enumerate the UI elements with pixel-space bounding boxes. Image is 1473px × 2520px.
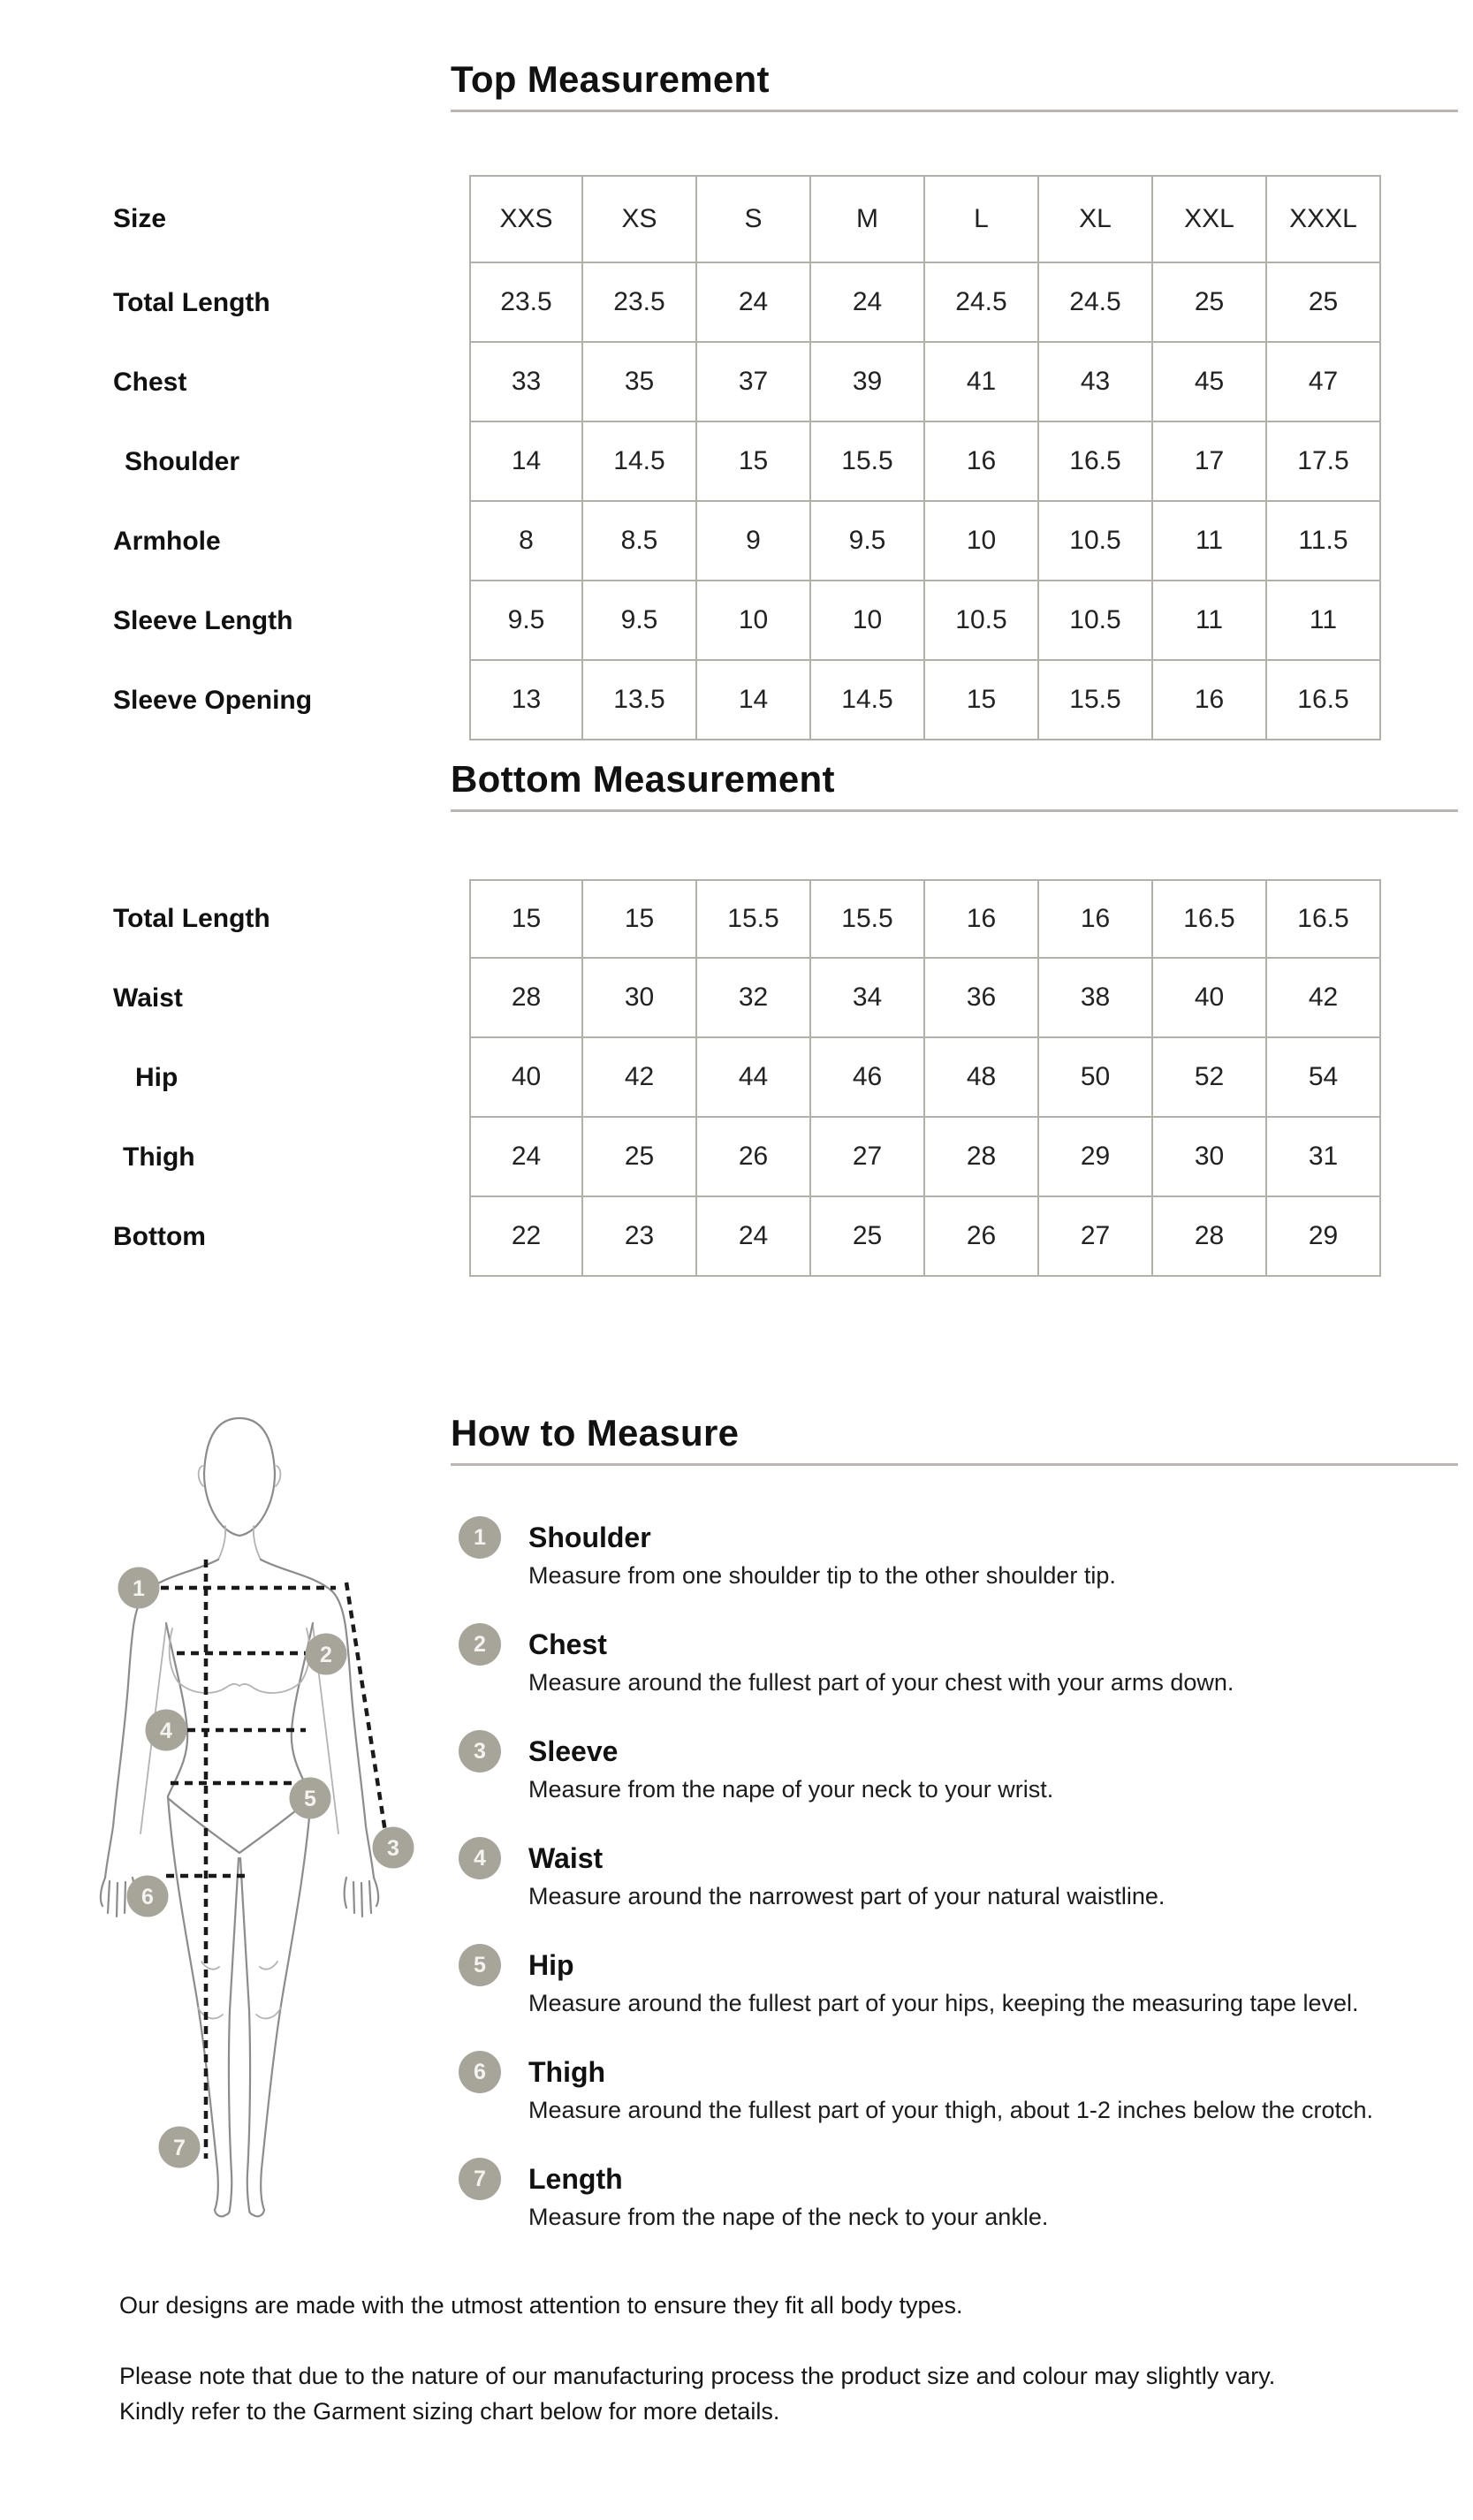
marker-4-num: 4 (160, 1719, 172, 1743)
bottom-row-3-value-6: 30 (1153, 1118, 1267, 1197)
size-col-xl: XL (1039, 175, 1153, 263)
bottom-row-1-value-3: 34 (811, 959, 925, 1038)
how-to-measure-title: How to Measure (451, 1412, 1458, 1466)
top-row-1-value-3: 39 (811, 343, 925, 422)
size-header-label: Size (113, 204, 167, 233)
top-row-1-value-5: 43 (1039, 343, 1153, 422)
top-row-2-label: Shoulder (125, 447, 240, 476)
marker-7-num: 7 (173, 2136, 186, 2160)
size-col-s: S (697, 175, 811, 263)
bottom-row-0-value-6: 16.5 (1153, 879, 1267, 959)
top-row-3-value-7: 11.5 (1267, 502, 1381, 581)
top-row-2-value-6: 17 (1153, 422, 1267, 502)
bottom-table-row-3 (113, 1118, 1381, 1197)
bottom-table-row-4 (113, 1197, 1381, 1277)
bottom-row-0-value-1: 15 (583, 879, 697, 959)
bottom-row-0-value-2: 15.5 (697, 879, 811, 959)
top-row-3-value-5: 10.5 (1039, 502, 1153, 581)
top-row-3-value-3: 9.5 (811, 502, 925, 581)
top-table-row-2 (113, 422, 1381, 502)
marker-1-num: 1 (133, 1576, 145, 1601)
top-row-0-value-5: 24.5 (1039, 263, 1153, 343)
step-2-description: Measure from the nape of your neck to your wrist. (528, 1776, 1054, 1803)
bottom-row-0-value-3: 15.5 (811, 879, 925, 959)
top-row-2-value-0: 14 (469, 422, 583, 502)
top-row-4-value-4: 10.5 (925, 581, 1039, 661)
measure-step-1 (459, 1623, 1422, 1730)
bottom-row-4-value-5: 27 (1039, 1197, 1153, 1277)
top-measurement-title: Top Measurement (451, 58, 1458, 112)
top-row-1-value-2: 37 (697, 343, 811, 422)
top-row-3-value-1: 8.5 (583, 502, 697, 581)
step-4-body (528, 1944, 1422, 2018)
top-row-2-value-5: 16.5 (1039, 422, 1153, 502)
step-3-body (528, 1837, 1422, 1911)
step-5-number-badge: 6 (459, 2051, 501, 2093)
bottom-table-row-1 (113, 959, 1381, 1038)
bottom-row-0-value-7: 16.5 (1267, 879, 1381, 959)
step-4-description: Measure around the fullest part of your hips, keeping the measuring tape level. (528, 1990, 1359, 2016)
top-row-0-value-4: 24.5 (925, 263, 1039, 343)
bottom-row-0-value-4: 16 (925, 879, 1039, 959)
top-row-5-label: Sleeve Opening (113, 686, 313, 715)
bottom-row-4-value-2: 24 (697, 1197, 811, 1277)
bottom-table-row-2 (113, 1038, 1381, 1118)
step-5-description: Measure around the fullest part of your thigh, about 1-2 inches below the crotch. (528, 2097, 1374, 2123)
bottom-measurement-table (113, 879, 1381, 1277)
top-row-0-value-6: 25 (1153, 263, 1267, 343)
top-row-4-value-5: 10.5 (1039, 581, 1153, 661)
step-2-title: Sleeve (528, 1735, 619, 1767)
step-5-title: Thigh (528, 2056, 606, 2088)
step-0-description: Measure from one shoulder tip to the other shoulder tip. (528, 1562, 1116, 1589)
bottom-row-2-value-0: 40 (469, 1038, 583, 1118)
step-0-number-badge: 1 (459, 1516, 501, 1559)
step-2-body (528, 1730, 1422, 1804)
bottom-row-3-value-7: 31 (1267, 1118, 1381, 1197)
bottom-row-3-value-3: 27 (811, 1118, 925, 1197)
top-row-2-value-2: 15 (697, 422, 811, 502)
measure-step-0 (459, 1516, 1422, 1623)
top-row-4-value-6: 11 (1153, 581, 1267, 661)
step-1-title: Chest (528, 1628, 607, 1660)
top-row-0-value-7: 25 (1267, 263, 1381, 343)
step-4-title: Hip (528, 1949, 574, 1981)
bottom-row-1-value-1: 30 (583, 959, 697, 1038)
note-refer-garment-chart: Kindly refer to the Garment sizing chart below for more details. (119, 2398, 780, 2425)
bottom-row-3-value-5: 29 (1039, 1118, 1153, 1197)
female-figure-outline (101, 1418, 378, 2216)
bottom-row-2-value-3: 46 (811, 1038, 925, 1118)
bottom-row-1-value-0: 28 (469, 959, 583, 1038)
top-row-5-value-1: 13.5 (583, 661, 697, 740)
top-row-5-value-5: 15.5 (1039, 661, 1153, 740)
size-header-row (113, 175, 1381, 263)
top-row-1-value-7: 47 (1267, 343, 1381, 422)
measure-step-4 (459, 1944, 1422, 2051)
top-row-3-value-2: 9 (697, 502, 811, 581)
top-table-row-4 (113, 581, 1381, 661)
top-row-4-label: Sleeve Length (113, 606, 293, 635)
top-table-row-1 (113, 343, 1381, 422)
step-6-title: Length (528, 2163, 623, 2195)
bottom-row-4-value-0: 22 (469, 1197, 583, 1277)
bottom-row-0-label: Total Length (113, 904, 270, 933)
top-row-4-value-3: 10 (811, 581, 925, 661)
bottom-row-1-value-4: 36 (925, 959, 1039, 1038)
step-3-title: Waist (528, 1842, 604, 1874)
bottom-table-row-0 (113, 879, 1381, 959)
top-row-1-value-1: 35 (583, 343, 697, 422)
top-table-row-5 (113, 661, 1381, 740)
bottom-measurement-title: Bottom Measurement (451, 758, 1458, 812)
bottom-row-3-value-2: 26 (697, 1118, 811, 1197)
marker-2-num: 2 (320, 1643, 332, 1667)
top-row-1-value-6: 45 (1153, 343, 1267, 422)
bottom-row-1-value-2: 32 (697, 959, 811, 1038)
bottom-row-3-label: Thigh (123, 1142, 195, 1172)
step-0-title: Shoulder (528, 1522, 651, 1553)
size-col-xxs: XXS (469, 175, 583, 263)
bottom-row-3-value-4: 28 (925, 1118, 1039, 1197)
top-row-5-value-4: 15 (925, 661, 1039, 740)
bottom-row-0-value-5: 16 (1039, 879, 1153, 959)
bottom-row-2-value-2: 44 (697, 1038, 811, 1118)
step-6-body (528, 2158, 1422, 2232)
step-1-body (528, 1623, 1422, 1697)
top-row-3-value-6: 11 (1153, 502, 1267, 581)
bottom-row-2-value-5: 50 (1039, 1038, 1153, 1118)
step-1-number-badge: 2 (459, 1623, 501, 1666)
bottom-row-3-value-0: 24 (469, 1118, 583, 1197)
top-row-0-value-3: 24 (811, 263, 925, 343)
how-to-measure-steps (459, 1516, 1422, 2265)
top-row-5-value-7: 16.5 (1267, 661, 1381, 740)
top-row-3-label: Armhole (113, 527, 221, 556)
step-1-description: Measure around the fullest part of your chest with your arms down. (528, 1669, 1234, 1696)
bottom-row-2-value-1: 42 (583, 1038, 697, 1118)
top-row-0-label: Total Length (113, 288, 270, 317)
measure-step-2 (459, 1730, 1422, 1837)
body-measurement-diagram (88, 1392, 442, 2218)
top-row-5-value-0: 13 (469, 661, 583, 740)
top-row-2-value-4: 16 (925, 422, 1039, 502)
size-col-xxl: XXL (1153, 175, 1267, 263)
bottom-row-3-value-1: 25 (583, 1118, 697, 1197)
top-row-4-value-0: 9.5 (469, 581, 583, 661)
bottom-row-4-value-4: 26 (925, 1197, 1039, 1277)
measure-step-5 (459, 2051, 1422, 2158)
size-col-m: M (811, 175, 925, 263)
size-col-xxxl: XXXL (1267, 175, 1381, 263)
bottom-row-4-label: Bottom (113, 1222, 206, 1251)
top-row-5-value-3: 14.5 (811, 661, 925, 740)
marker-3-num: 3 (387, 1836, 399, 1861)
bottom-row-2-value-6: 52 (1153, 1038, 1267, 1118)
step-3-description: Measure around the narrowest part of your natural waistline. (528, 1883, 1165, 1909)
top-row-0-value-0: 23.5 (469, 263, 583, 343)
top-row-4-value-2: 10 (697, 581, 811, 661)
step-6-number-badge: 7 (459, 2158, 501, 2200)
bottom-row-1-value-7: 42 (1267, 959, 1381, 1038)
step-5-body (528, 2051, 1422, 2125)
top-row-3-value-0: 8 (469, 502, 583, 581)
marker-6-num: 6 (141, 1885, 154, 1909)
top-row-4-value-7: 11 (1267, 581, 1381, 661)
step-2-number-badge: 3 (459, 1730, 501, 1772)
size-col-xs: XS (583, 175, 697, 263)
bottom-row-1-label: Waist (113, 983, 183, 1013)
bottom-row-2-value-4: 48 (925, 1038, 1039, 1118)
step-6-description: Measure from the nape of the neck to your ankle. (528, 2204, 1049, 2230)
top-row-0-value-2: 24 (697, 263, 811, 343)
top-row-4-value-1: 9.5 (583, 581, 697, 661)
top-row-2-value-1: 14.5 (583, 422, 697, 502)
measure-step-6 (459, 2158, 1422, 2265)
bottom-row-2-label: Hip (135, 1063, 178, 1092)
step-4-number-badge: 5 (459, 1944, 501, 1986)
step-0-body (528, 1516, 1422, 1590)
bottom-row-1-value-6: 40 (1153, 959, 1267, 1038)
bottom-row-4-value-6: 28 (1153, 1197, 1267, 1277)
top-row-2-value-7: 17.5 (1267, 422, 1381, 502)
top-row-3-value-4: 10 (925, 502, 1039, 581)
bottom-row-4-value-1: 23 (583, 1197, 697, 1277)
note-fit-all-body-types: Our designs are made with the utmost attention to ensure they fit all body types. (119, 2292, 963, 2319)
top-row-1-value-0: 33 (469, 343, 583, 422)
bottom-row-0-value-0: 15 (469, 879, 583, 959)
top-row-1-label: Chest (113, 368, 187, 397)
note-manufacturing-variance: Please note that due to the nature of our manufacturing process the product size and colour may slightly vary. (119, 2363, 1276, 2389)
size-col-l: L (925, 175, 1039, 263)
top-row-5-value-6: 16 (1153, 661, 1267, 740)
top-row-5-value-2: 14 (697, 661, 811, 740)
top-row-1-value-4: 41 (925, 343, 1039, 422)
bottom-row-4-value-3: 25 (811, 1197, 925, 1277)
bottom-row-4-value-7: 29 (1267, 1197, 1381, 1277)
measure-step-3 (459, 1837, 1422, 1944)
bottom-row-2-value-7: 54 (1267, 1038, 1381, 1118)
top-table-row-3 (113, 502, 1381, 581)
marker-5-num: 5 (304, 1787, 316, 1811)
top-measurement-table (113, 175, 1381, 740)
top-table-row-0 (113, 263, 1381, 343)
step-3-number-badge: 4 (459, 1837, 501, 1879)
top-row-2-value-3: 15.5 (811, 422, 925, 502)
top-row-0-value-1: 23.5 (583, 263, 697, 343)
bottom-row-1-value-5: 38 (1039, 959, 1153, 1038)
